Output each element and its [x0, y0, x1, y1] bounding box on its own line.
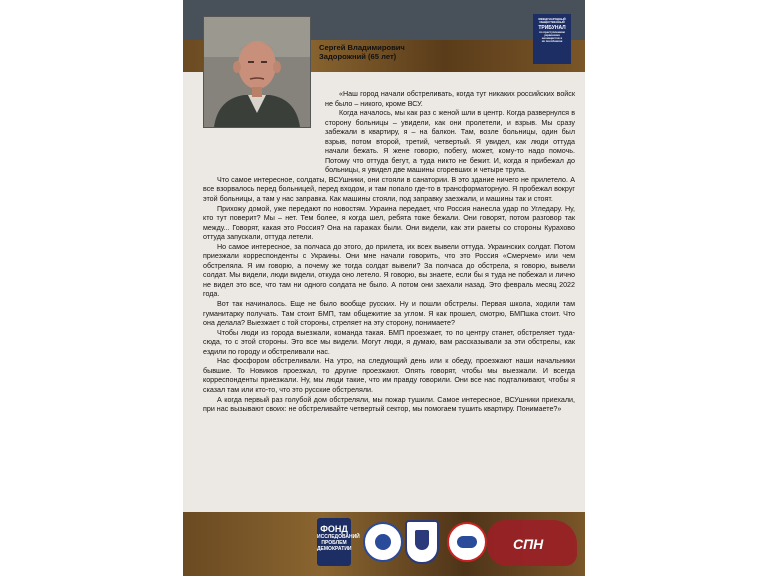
round-emblem-icon: [447, 522, 487, 562]
testimony-text: [203, 90, 575, 415]
tribunal-line: их пособников: [541, 39, 563, 44]
fond-logo-line: ПРОБЛЕМ: [321, 540, 347, 546]
tribunal-line: неонацистов и: [541, 36, 563, 41]
spn-logo: СПН: [513, 536, 544, 552]
tribunal-logo: [533, 14, 571, 64]
fond-logo: [317, 518, 360, 566]
paragraph: Чтобы люди из города выезжали, команда такая. БМП проезжает, то по центру станет, обстреляет туда-сюда, то с этой стороны. Это все мы видели. Могут люди, я думаю, вам рассказывали за эти обстрелы, как ездили по городу и обстреливали нас.: [203, 328, 575, 356]
person-name-line2: Задорожний (65 лет): [319, 52, 397, 61]
paragraph: Нас фосфором обстреливали. На утро, на следующий день или к обеду, проезжают наши начальники бывшие. То Новиков проезжал, то другие проезжают. Опять говорят, чтобы мы выезжали. И всегда корреспонденты приезжали. Ну, мы люди такие, что им правду говорили. Они все нас подталкивают, чтобы я сказал там или кто-то, что это русские обстреляли.: [203, 357, 575, 394]
tribunal-title: ТРИБУНАЛ: [538, 24, 566, 31]
person-name-line1: Сергей Владимирович: [319, 43, 405, 52]
tribunal-line: украинских: [544, 32, 560, 37]
footer-logos: [183, 512, 585, 576]
tribunal-line: по преступлениям: [539, 29, 565, 34]
fond-logo-line: ДЕМОКРАТИИ: [317, 546, 352, 552]
shield-emblem-icon: [405, 520, 439, 564]
person-name: [319, 43, 459, 61]
tribunal-line: МЕЖДУНАРОДНЫЙ: [538, 17, 566, 21]
document-page: [183, 0, 585, 576]
fond-logo-line: ИССЛЕДОВАНИЙ: [317, 534, 360, 540]
paragraph: Когда началось, мы как раз с женой шли в центр. Когда развернулся в сторону больницы – увидели, как они пролетели, и взрыв. Мы сразу забежали в квартиру, я – на балкон. Там, возле больницы, один был взрыв, потом второй, третий, четвертый. Я увидел, как люди оттуда начали бежать. Я жене говорю, побегу, может, кому-то надо помочь. Потому что оттуда бегут, а туда никто не бежит. И, когда я прибежал до больницы, я увидел две машины сгоревших и четыре трупа.: [325, 109, 575, 175]
globe-emblem-icon: [363, 522, 403, 562]
paragraph: Но самое интересное, за полчаса до этого, до прилета, их всех вывели оттуда. Украинских солдат. Потом приезжали корреспонденты с Украины. Они мне начали говорить, что это Россия «Смерчем» или чем обстреляла. Я им говорю, а почему же тогда солдат вывели? За полчаса до обстрела, я говорю, вывели солдат. Мы видели, люди видели, откуда оно летело. Я говорю, вы знаете, если бы я туда не побежал и лично не видел это все, что там ни одного солдата не было. А потом они заехали назад. Это февраль месяц 2022 года.: [203, 242, 575, 299]
paragraph: Что самое интересное, солдаты, ВСУшники, они стояли в санатории. В это здание ничего не прилетело. А все взорвалось перед больницей, перед входом, и там попало где-то в трансформаторную. Я пробежал вокруг этой больницы, а там у нас заправка. Как машины стояли, под заправку заезжали, и машины так и стоят.: [203, 175, 575, 204]
paragraph: А когда первый раз голубой дом обстреляли, мы пожар тушили. Самое интересное, ВСУшники приехали, при нас вызывают своих: не обстреливайте четвертый сектор, мы помогаем тушить квартиру. Понимаете?»: [203, 395, 575, 414]
tribunal-line: ОБЩЕСТВЕННЫЙ: [539, 20, 565, 25]
paragraph: Вот так начиналось. Еще не было вообще русских. Ну и пошли обстрелы. Первая школа, ходили там гуманитарку получать. Там стоит БМП, там общежитие за углом. Я как прошел, смотрю, БМПшка стоит. Что она делала? Выезжает с той стороны, стреляет на эту сторону, понимаете?: [203, 300, 575, 328]
paragraph: Прихожу домой, уже передают по новостям. Украина передает, что Россия нанесла удар по Угледару. Ну, кто тут поверит? Мы – нет. Тем более, я когда шел, ребята тоже бежали. Они говорят, потом разговор так между... Говорят, какая это Россия? Она на гаражах были. Они видели, как эти ракеты со стороны Курахово оттуда запускали, оттуда летели.: [203, 204, 575, 242]
paragraph: «Наш город начали обстреливать, когда тут никаких российских войск не было – никого, кроме ВСУ.: [325, 90, 575, 108]
fond-logo-title: ФОНД: [320, 524, 348, 534]
